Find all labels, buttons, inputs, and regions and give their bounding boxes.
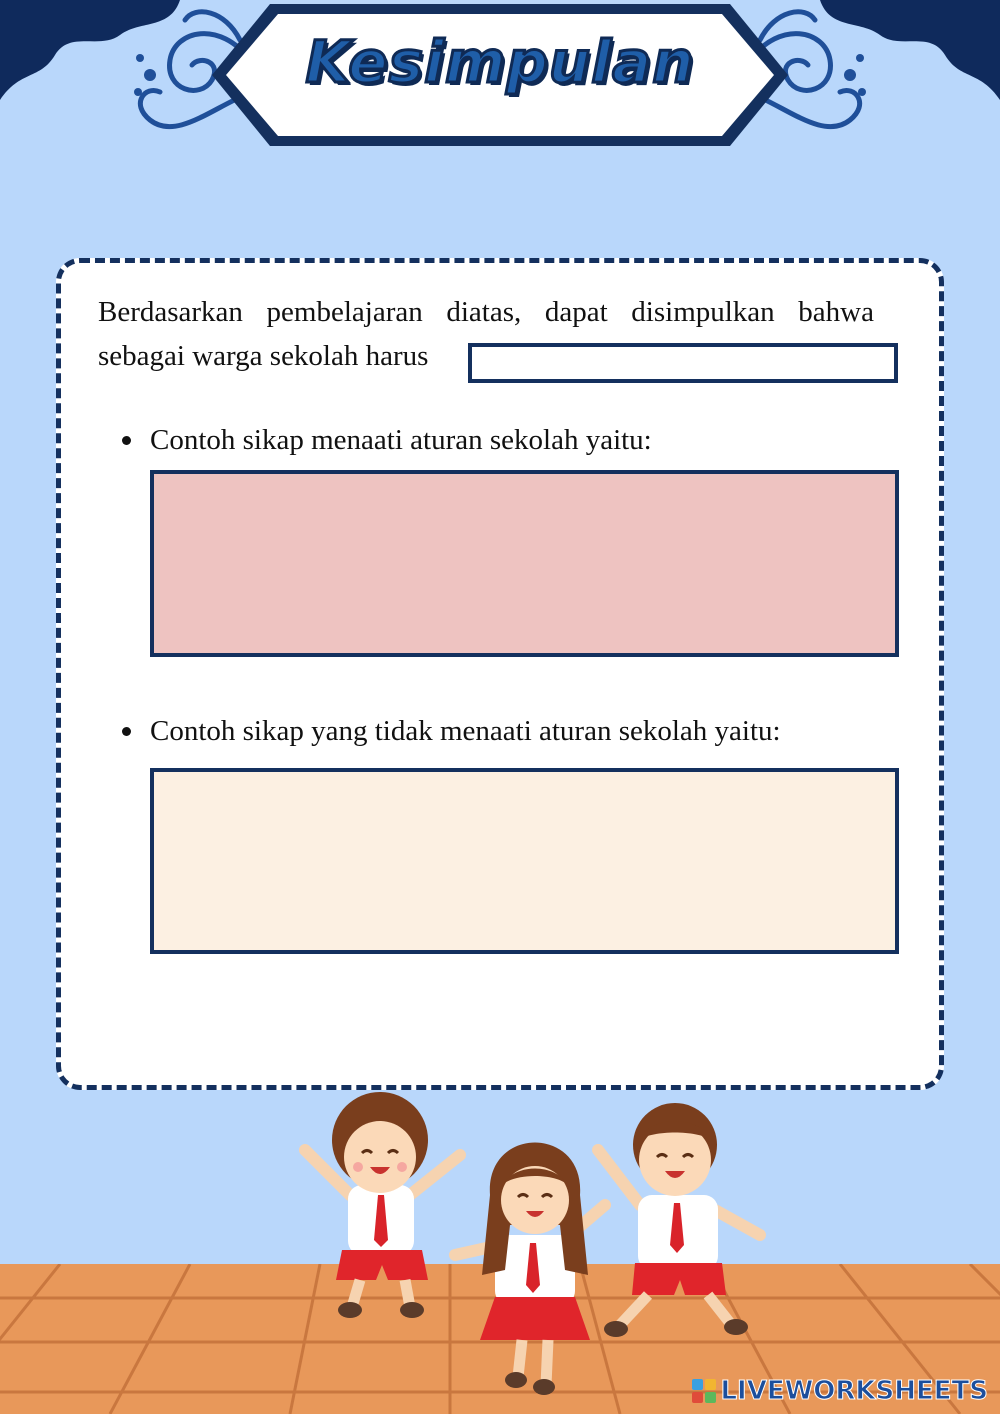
bullet-obey-rules: Contoh sikap menaati aturan sekolah yaitu: [150,424,652,456]
liveworksheets-logo-icon [692,1379,716,1403]
kid-boy-curly [305,1092,460,1318]
intro-text: Berdasarkan pembelajaran diatas, dapat disimpulkan bahwa sebagai warga sekolah harus [98,296,874,372]
page-title: Kesimpulan [305,28,695,96]
kid-girl [455,1143,605,1396]
kids-illustration [290,1085,780,1405]
answer-box-obey-rules[interactable] [150,470,899,657]
answer-box-disobey-rules[interactable] [150,768,899,954]
bullet-disobey-rules: Contoh sikap yang tidak menaati aturan sekolah yaitu: [150,715,781,747]
liveworksheets-brand-text: LIVEWORKSHEETS [720,1376,988,1406]
liveworksheets-logo [692,1374,988,1408]
kid-boy [598,1103,760,1337]
answer-blank-input[interactable] [468,343,898,383]
